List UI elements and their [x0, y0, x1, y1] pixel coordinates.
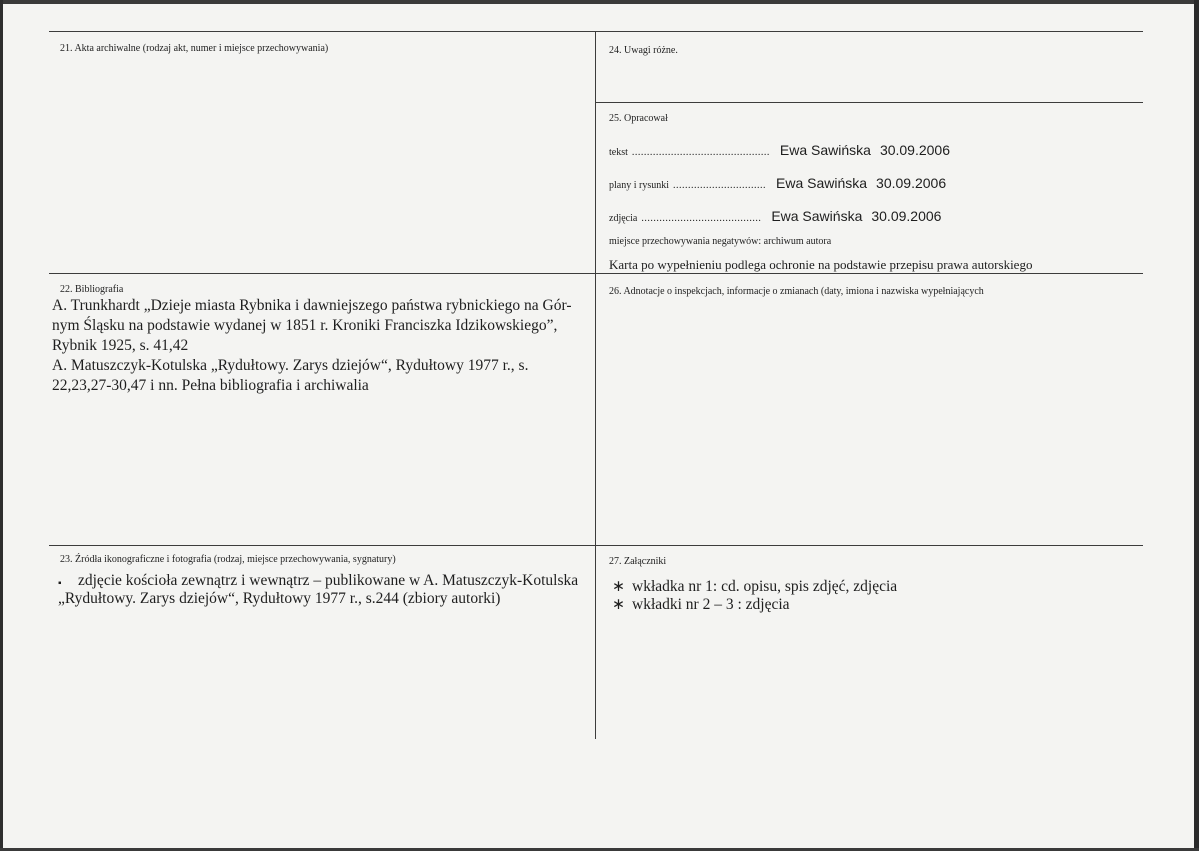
section-24-label: 24. Uwagi różne.: [609, 45, 678, 56]
asterisk-bullet-icon: ∗: [612, 596, 625, 613]
section-23-label: 23. Źródła ikonograficzne i fotografia (rodzaj, miejsce przechowywania, sygnatury): [60, 554, 396, 565]
divider-24-25: [596, 102, 1143, 103]
attachment-item-text: wkładka nr 1: cd. opisu, spis zdjęć, zdjęcia: [632, 578, 898, 595]
square-bullet-icon: ▪: [58, 578, 62, 589]
section-27-label: 27. Załączniki: [609, 556, 667, 567]
credit-row-date: 30.09.2006: [876, 175, 947, 191]
scan-edge-left: [0, 0, 3, 851]
section-26-label: 26. Adnotacje o inspekcjach, informacje o zmianach (daty, imiona i nazwiska wypełniających: [609, 286, 984, 297]
section-22-label: 22. Bibliografia: [60, 284, 124, 295]
bibliography-line: A. Matuszczyk-Kotulska „Rydułtowy. Zarys dziejów“, Rydułtowy 1977 r., s.: [52, 357, 529, 374]
bibliography-line: nym Śląsku na podstawie wydanej w 1851 r. Kroniki Franciszka Idzikowskiego”,: [52, 317, 558, 334]
iconography-item: [58, 572, 593, 590]
iconography-item-continued: [58, 590, 593, 608]
credit-row-dots: ........................................: [641, 213, 762, 224]
bibliography-text: [52, 296, 592, 396]
divider-row-3: [49, 545, 1143, 546]
scan-edge-right: [1194, 0, 1199, 851]
credit-row-label: zdjęcia: [609, 213, 638, 224]
credit-row-dots: ..............................................: [631, 147, 770, 158]
bibliography-line: 22,23,27-30,47 i nn. Pełna bibliografia i archiwalia: [52, 377, 369, 394]
divider-row-2: [49, 273, 1143, 274]
bibliography-line: Rybnik 1925, s. 41,42: [52, 337, 189, 354]
credit-row-text: [609, 142, 950, 160]
attachment-item: [612, 596, 1132, 614]
credit-row-drawings: [609, 175, 946, 193]
attachment-item: [612, 578, 1132, 596]
iconography-list: [58, 572, 593, 608]
column-divider: [595, 31, 596, 739]
iconography-item-line: zdjęcie kościoła zewnątrz i wewnątrz – publikowane w A. Matuszczyk-Kotulska: [78, 572, 579, 589]
credit-row-photos: [609, 208, 941, 226]
section-21-label: 21. Akta archiwalne (rodzaj akt, numer i miejsce przechowywania): [60, 43, 329, 54]
attachments-list: [612, 578, 1132, 614]
credit-row-label: plany i rysunki: [609, 180, 669, 191]
copyright-notice: Karta po wypełnieniu podlega ochronie na podstawie przepisu prawa autorskiego: [609, 257, 1033, 272]
credit-row-author: Ewa Sawińska: [771, 208, 863, 224]
credit-row-label: tekst: [609, 147, 628, 158]
credit-row-date: 30.09.2006: [879, 142, 951, 158]
negatives-location: miejsce przechowywania negatywów: archiwum autora: [609, 236, 832, 247]
section-25-label: 25. Opracował: [609, 113, 668, 124]
attachment-item-text: wkładki nr 2 – 3 : zdjęcia: [632, 596, 790, 613]
credit-row-date: 30.09.2006: [871, 208, 942, 224]
credit-row-author: Ewa Sawińska: [779, 142, 871, 158]
form-top-border: [49, 31, 1143, 32]
iconography-item-line: „Rydułtowy. Zarys dziejów“, Rydułtowy 1977 r., s.244 (zbiory autorki): [58, 590, 501, 607]
credit-row-dots: ...............................: [673, 180, 766, 191]
asterisk-bullet-icon: ∗: [612, 578, 625, 595]
scan-edge-top: [0, 0, 1199, 4]
bibliography-line: A. Trunkhardt „Dzieje miasta Rybnika i dawniejszego państwa rybnickiego na Gór-: [52, 297, 572, 314]
credit-row-author: Ewa Sawińska: [776, 175, 868, 191]
